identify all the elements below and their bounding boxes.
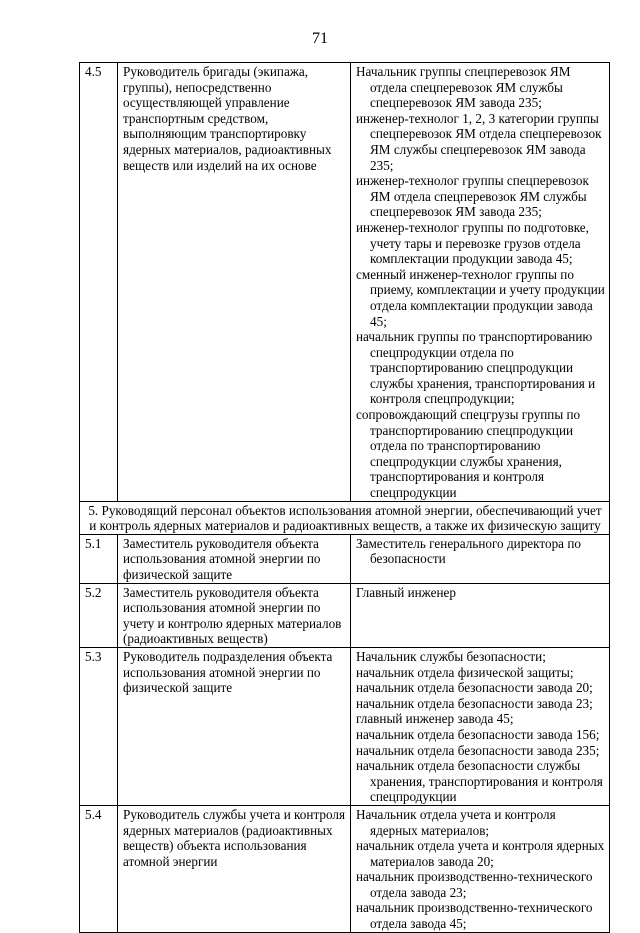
representative-item: инженер-технолог группы спецперевозок ЯМ отдела спецперевозок ЯМ службы спецперевозок ЯМ завода 235; xyxy=(356,173,589,220)
section-header-row xyxy=(80,501,610,534)
representative-item: начальник отдела физической защиты; xyxy=(356,664,574,680)
representative-item: начальник отдела учета и контроля ядерных материалов завода 20; xyxy=(356,838,605,869)
row-number: 5.1 xyxy=(80,534,118,583)
representatives-cell xyxy=(351,63,610,502)
representative-item: начальник отдела безопасности завода 156; xyxy=(356,726,600,742)
representatives-cell xyxy=(351,534,610,583)
positions-table xyxy=(79,62,610,933)
table-row xyxy=(80,583,610,647)
representative-item: начальник производственно-технического отдела завода 23; xyxy=(356,869,593,900)
row-number: 5.3 xyxy=(80,647,118,805)
representative-item: начальник отдела безопасности завода 235; xyxy=(356,742,600,758)
position-cell: Руководитель бригады (экипажа, группы), непосредственно осуществляющей управление транспортным средством, выполняющим транспортировку ядерных материалов, радиоактивных веществ или изделий на их основе xyxy=(118,63,351,502)
table-row xyxy=(80,647,610,805)
table-row xyxy=(80,805,610,932)
page-number: 71 xyxy=(312,30,328,47)
representative-item: главный инженер завода 45; xyxy=(356,711,514,727)
representative-item: Начальник группы спецперевозок ЯМ отдела спецперевозок ЯМ службы спецперевозок ЯМ завода 235; xyxy=(356,64,571,111)
representatives-cell xyxy=(351,583,610,647)
representatives-cell xyxy=(351,805,610,932)
representative-item: начальник группы по транспортированию спецпродукции отдела по транспортированию спецпродукции службы хранения, транспортирования и контроля спецпродукции; xyxy=(356,329,596,407)
representative-item: сменный инженер-технолог группы по приему, комплектации и учету продукции отдела комплектации продукции завода 45; xyxy=(356,266,605,329)
position-cell: Заместитель руководителя объекта использования атомной энергии по учету и контролю ядерных материалов (радиоактивных веществ) xyxy=(118,583,351,647)
representatives-cell xyxy=(351,647,610,805)
representative-item: инженер-технолог группы по подготовке, учету тары и перевозке грузов отдела комплектации продукции завода 45; xyxy=(356,219,589,267)
representative-item: Начальник отдела учета и контроля ядерных материалов; xyxy=(356,806,556,838)
row-number: 5.2 xyxy=(80,583,118,647)
position-cell: Руководитель подразделения объекта использования атомной энергии по физической защите xyxy=(118,647,351,805)
row-number: 5.4 xyxy=(80,805,118,932)
representative-item: начальник производственно-технического отдела завода 45; xyxy=(356,900,593,932)
representative-item: начальник отдела безопасности службы хранения, транспортирования и контроля спецпродукции xyxy=(356,758,603,805)
representative-item: инженер-технолог 1, 2, 3 категории группы спецперевозок ЯМ отдела спецперевозок ЯМ службы спецперевозок ЯМ завода 235; xyxy=(356,110,602,173)
position-cell: Руководитель службы учета и контроля ядерных материалов (радиоактивных веществ) объекта использования атомной энергии xyxy=(118,805,351,932)
representative-item: Заместитель генерального директора по безопасности xyxy=(356,535,581,567)
row-number: 4.5 xyxy=(80,63,118,502)
position-cell: Заместитель руководителя объекта использования атомной энергии по физической защите xyxy=(118,534,351,583)
representative-item: начальник отдела безопасности завода 20; xyxy=(356,680,593,696)
representative-item: Начальник службы безопасности; xyxy=(356,648,546,664)
representative-item: начальник отдела безопасности завода 23; xyxy=(356,695,593,711)
representative-item: сопровождающий спецгрузы группы по транспортированию спецпродукции отдела по транспортированию спецпродукции службы хранения, транспортирования и контроля спецпродукции xyxy=(356,407,581,501)
table-row xyxy=(80,63,610,502)
table-row xyxy=(80,534,610,583)
representative-item: Главный инженер xyxy=(356,584,456,600)
section-title: 5. Руководящий персонал объектов использования атомной энергии, обеспечивающий учет и контроль ядерных материалов и радиоактивных веществ, а также их физическую защиту xyxy=(80,501,610,534)
